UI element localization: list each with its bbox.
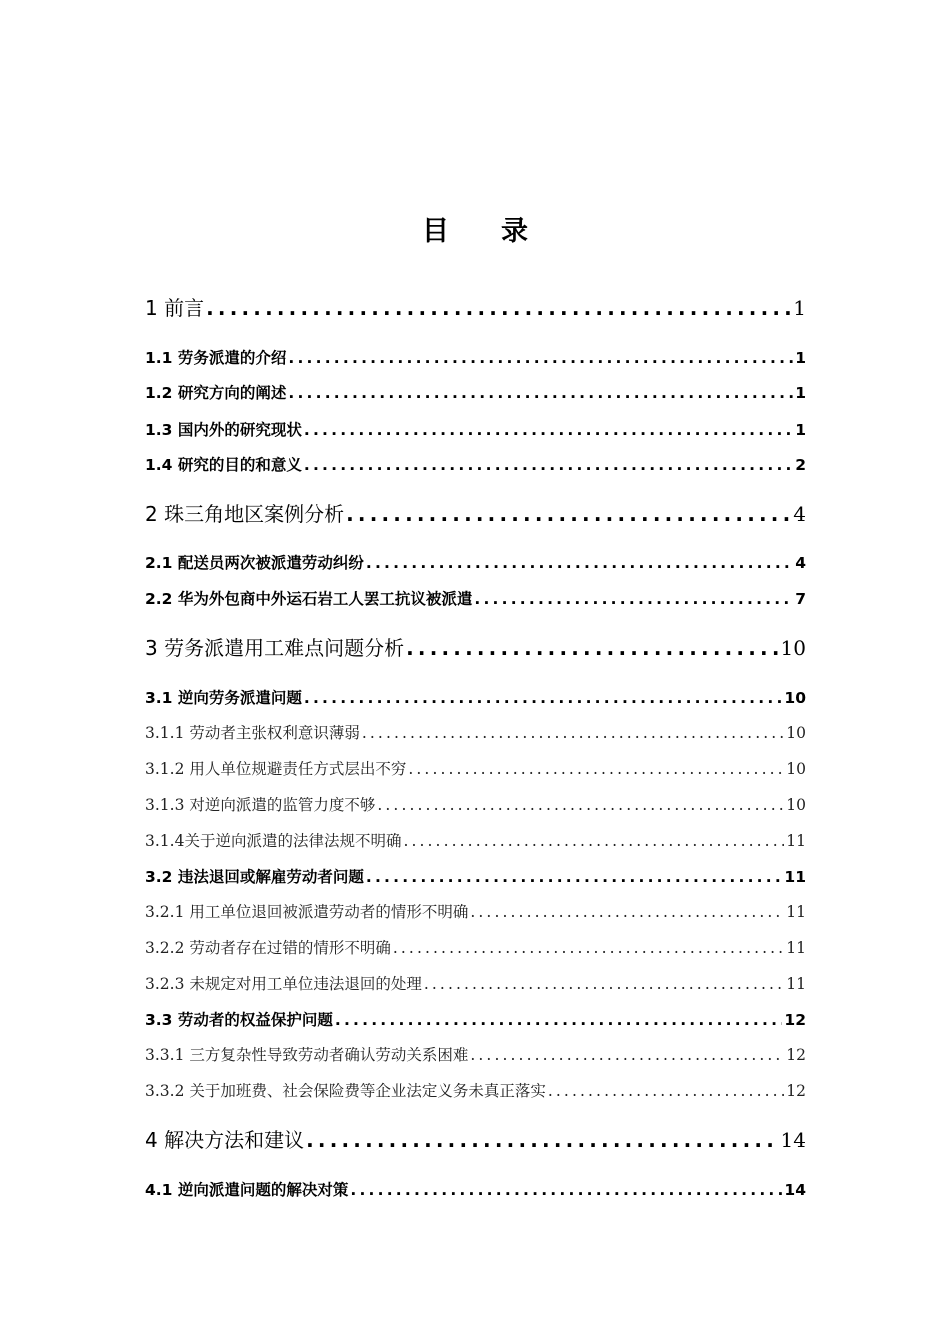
toc-entry[interactable]	[145, 293, 806, 323]
toc-entry-label: 3 劳务派遣用工难点问题分析	[145, 636, 405, 660]
toc-entry-page: 12	[786, 1082, 806, 1100]
toc-entry-label: 3.1.4关于逆向派遣的法律法规不明确	[145, 832, 402, 850]
toc-entry[interactable]	[145, 757, 806, 781]
toc-entry-page: 11	[786, 939, 806, 957]
toc-entry[interactable]	[145, 499, 806, 529]
toc-entry-label: 3.1.3 对逆向派遣的监管力度不够	[145, 796, 376, 814]
toc-entry-page: 7	[795, 590, 806, 608]
toc-leader-dots	[366, 865, 783, 889]
toc-leader-dots	[548, 1079, 784, 1103]
toc-entry-label: 1 前言	[145, 296, 205, 320]
toc-entry-page: 11	[786, 975, 806, 993]
toc-entry[interactable]	[145, 686, 806, 710]
toc-entry-label: 4.1 逆向派遣问题的解决对策	[145, 1181, 349, 1199]
toc-entry[interactable]	[145, 1079, 806, 1103]
toc-leader-dots	[393, 936, 784, 960]
toc-entry-page: 14	[784, 1181, 806, 1199]
toc-entry-label: 2 珠三角地区案例分析	[145, 502, 345, 526]
toc-leader-dots	[304, 686, 783, 710]
toc-leader-dots	[377, 793, 784, 817]
toc-entry-page: 10	[784, 689, 806, 707]
toc-entry[interactable]	[145, 551, 806, 575]
toc-entry-label: 3.3.1 三方复杂性导致劳动者确认劳动关系困难	[145, 1046, 469, 1064]
toc-entry[interactable]	[145, 587, 806, 611]
toc-entry[interactable]	[145, 1008, 806, 1032]
toc-entry[interactable]	[145, 346, 806, 370]
toc-entry[interactable]	[145, 381, 806, 405]
toc-leader-dots	[306, 1125, 778, 1155]
toc-leader-dots	[304, 418, 793, 442]
toc-entry-page: 14	[780, 1128, 806, 1152]
toc-leader-dots	[346, 499, 791, 529]
toc-entry-page: 10	[786, 796, 806, 814]
toc-entry-label: 3.1 逆向劳务派遣问题	[145, 689, 302, 707]
toc-leader-dots	[408, 757, 784, 781]
toc-leader-dots	[288, 346, 793, 370]
toc-entry-page: 1	[795, 384, 806, 402]
toc-entry-page: 11	[784, 868, 806, 886]
toc-leader-dots	[366, 551, 793, 575]
toc-entry-label: 2.2 华为外包商中外运石岩工人罢工抗议被派遣	[145, 590, 473, 608]
toc-entry-page: 12	[786, 1046, 806, 1064]
toc-entry[interactable]	[145, 936, 806, 960]
toc-entry-page: 11	[786, 832, 806, 850]
toc-entry[interactable]	[145, 633, 806, 663]
toc-entry[interactable]	[145, 865, 806, 889]
toc-leader-dots	[288, 381, 793, 405]
toc-entry-label: 1.4 研究的目的和意义	[145, 456, 302, 474]
toc-entry-label: 1.2 研究方向的阐述	[145, 384, 287, 402]
toc-entry-page: 11	[786, 903, 806, 921]
toc-entry[interactable]	[145, 900, 806, 924]
toc-entry-label: 2.1 配送员两次被派遣劳动纠纷	[145, 554, 364, 572]
toc-entry[interactable]	[145, 972, 806, 996]
toc-leader-dots	[350, 1178, 782, 1202]
toc-entry[interactable]	[145, 1178, 806, 1202]
toc-leader-dots	[304, 453, 793, 477]
toc-leader-dots	[470, 900, 784, 924]
toc-entry-label: 3.2.3 未规定对用工单位违法退回的处理	[145, 975, 422, 993]
toc-entry-page: 12	[784, 1011, 806, 1029]
toc-leader-dots	[206, 293, 791, 323]
toc-leader-dots	[406, 633, 778, 663]
toc-entry-page: 2	[795, 456, 806, 474]
toc-leader-dots	[403, 829, 784, 853]
toc-entry[interactable]	[145, 1125, 806, 1155]
toc-entry-label: 3.3 劳动者的权益保护问题	[145, 1011, 333, 1029]
toc-entry-page: 1	[793, 296, 806, 320]
toc-entry-label: 3.1.1 劳动者主张权利意识薄弱	[145, 724, 360, 742]
toc-entry-label: 4 解决方法和建议	[145, 1128, 305, 1152]
toc-entry-page: 10	[780, 636, 806, 660]
toc-entry-page: 10	[786, 760, 806, 778]
toc-entry-page: 4	[793, 502, 806, 526]
toc-entry-page: 10	[786, 724, 806, 742]
toc-entry-page: 1	[795, 349, 806, 367]
toc-entry-page: 1	[795, 421, 806, 439]
toc-leader-dots	[474, 587, 793, 611]
toc-leader-dots	[362, 721, 784, 745]
page-title	[0, 212, 950, 252]
toc-entry[interactable]	[145, 1043, 806, 1067]
title-char-2: 录	[501, 216, 528, 247]
toc-entry[interactable]	[145, 418, 806, 442]
toc-entry[interactable]	[145, 793, 806, 817]
toc-entry[interactable]	[145, 721, 806, 745]
toc-entry-label: 3.3.2 关于加班费、社会保险费等企业法定义务未真正落实	[145, 1082, 546, 1100]
toc-entry[interactable]	[145, 453, 806, 477]
toc-leader-dots	[335, 1008, 783, 1032]
toc-entry-label: 3.2.1 用工单位退回被派遣劳动者的情形不明确	[145, 903, 469, 921]
title-char-1: 目	[422, 216, 449, 247]
toc-entry[interactable]	[145, 829, 806, 853]
toc-leader-dots	[424, 972, 784, 996]
toc-entry-page: 4	[795, 554, 806, 572]
toc-leader-dots	[470, 1043, 784, 1067]
toc-entry-label: 1.3 国内外的研究现状	[145, 421, 302, 439]
toc-entry-label: 3.1.2 用人单位规避责任方式层出不穷	[145, 760, 407, 778]
toc-entry-label: 3.2.2 劳动者存在过错的情形不明确	[145, 939, 391, 957]
toc-entry-label: 1.1 劳务派遣的介绍	[145, 349, 287, 367]
toc-entry-label: 3.2 违法退回或解雇劳动者问题	[145, 868, 364, 886]
